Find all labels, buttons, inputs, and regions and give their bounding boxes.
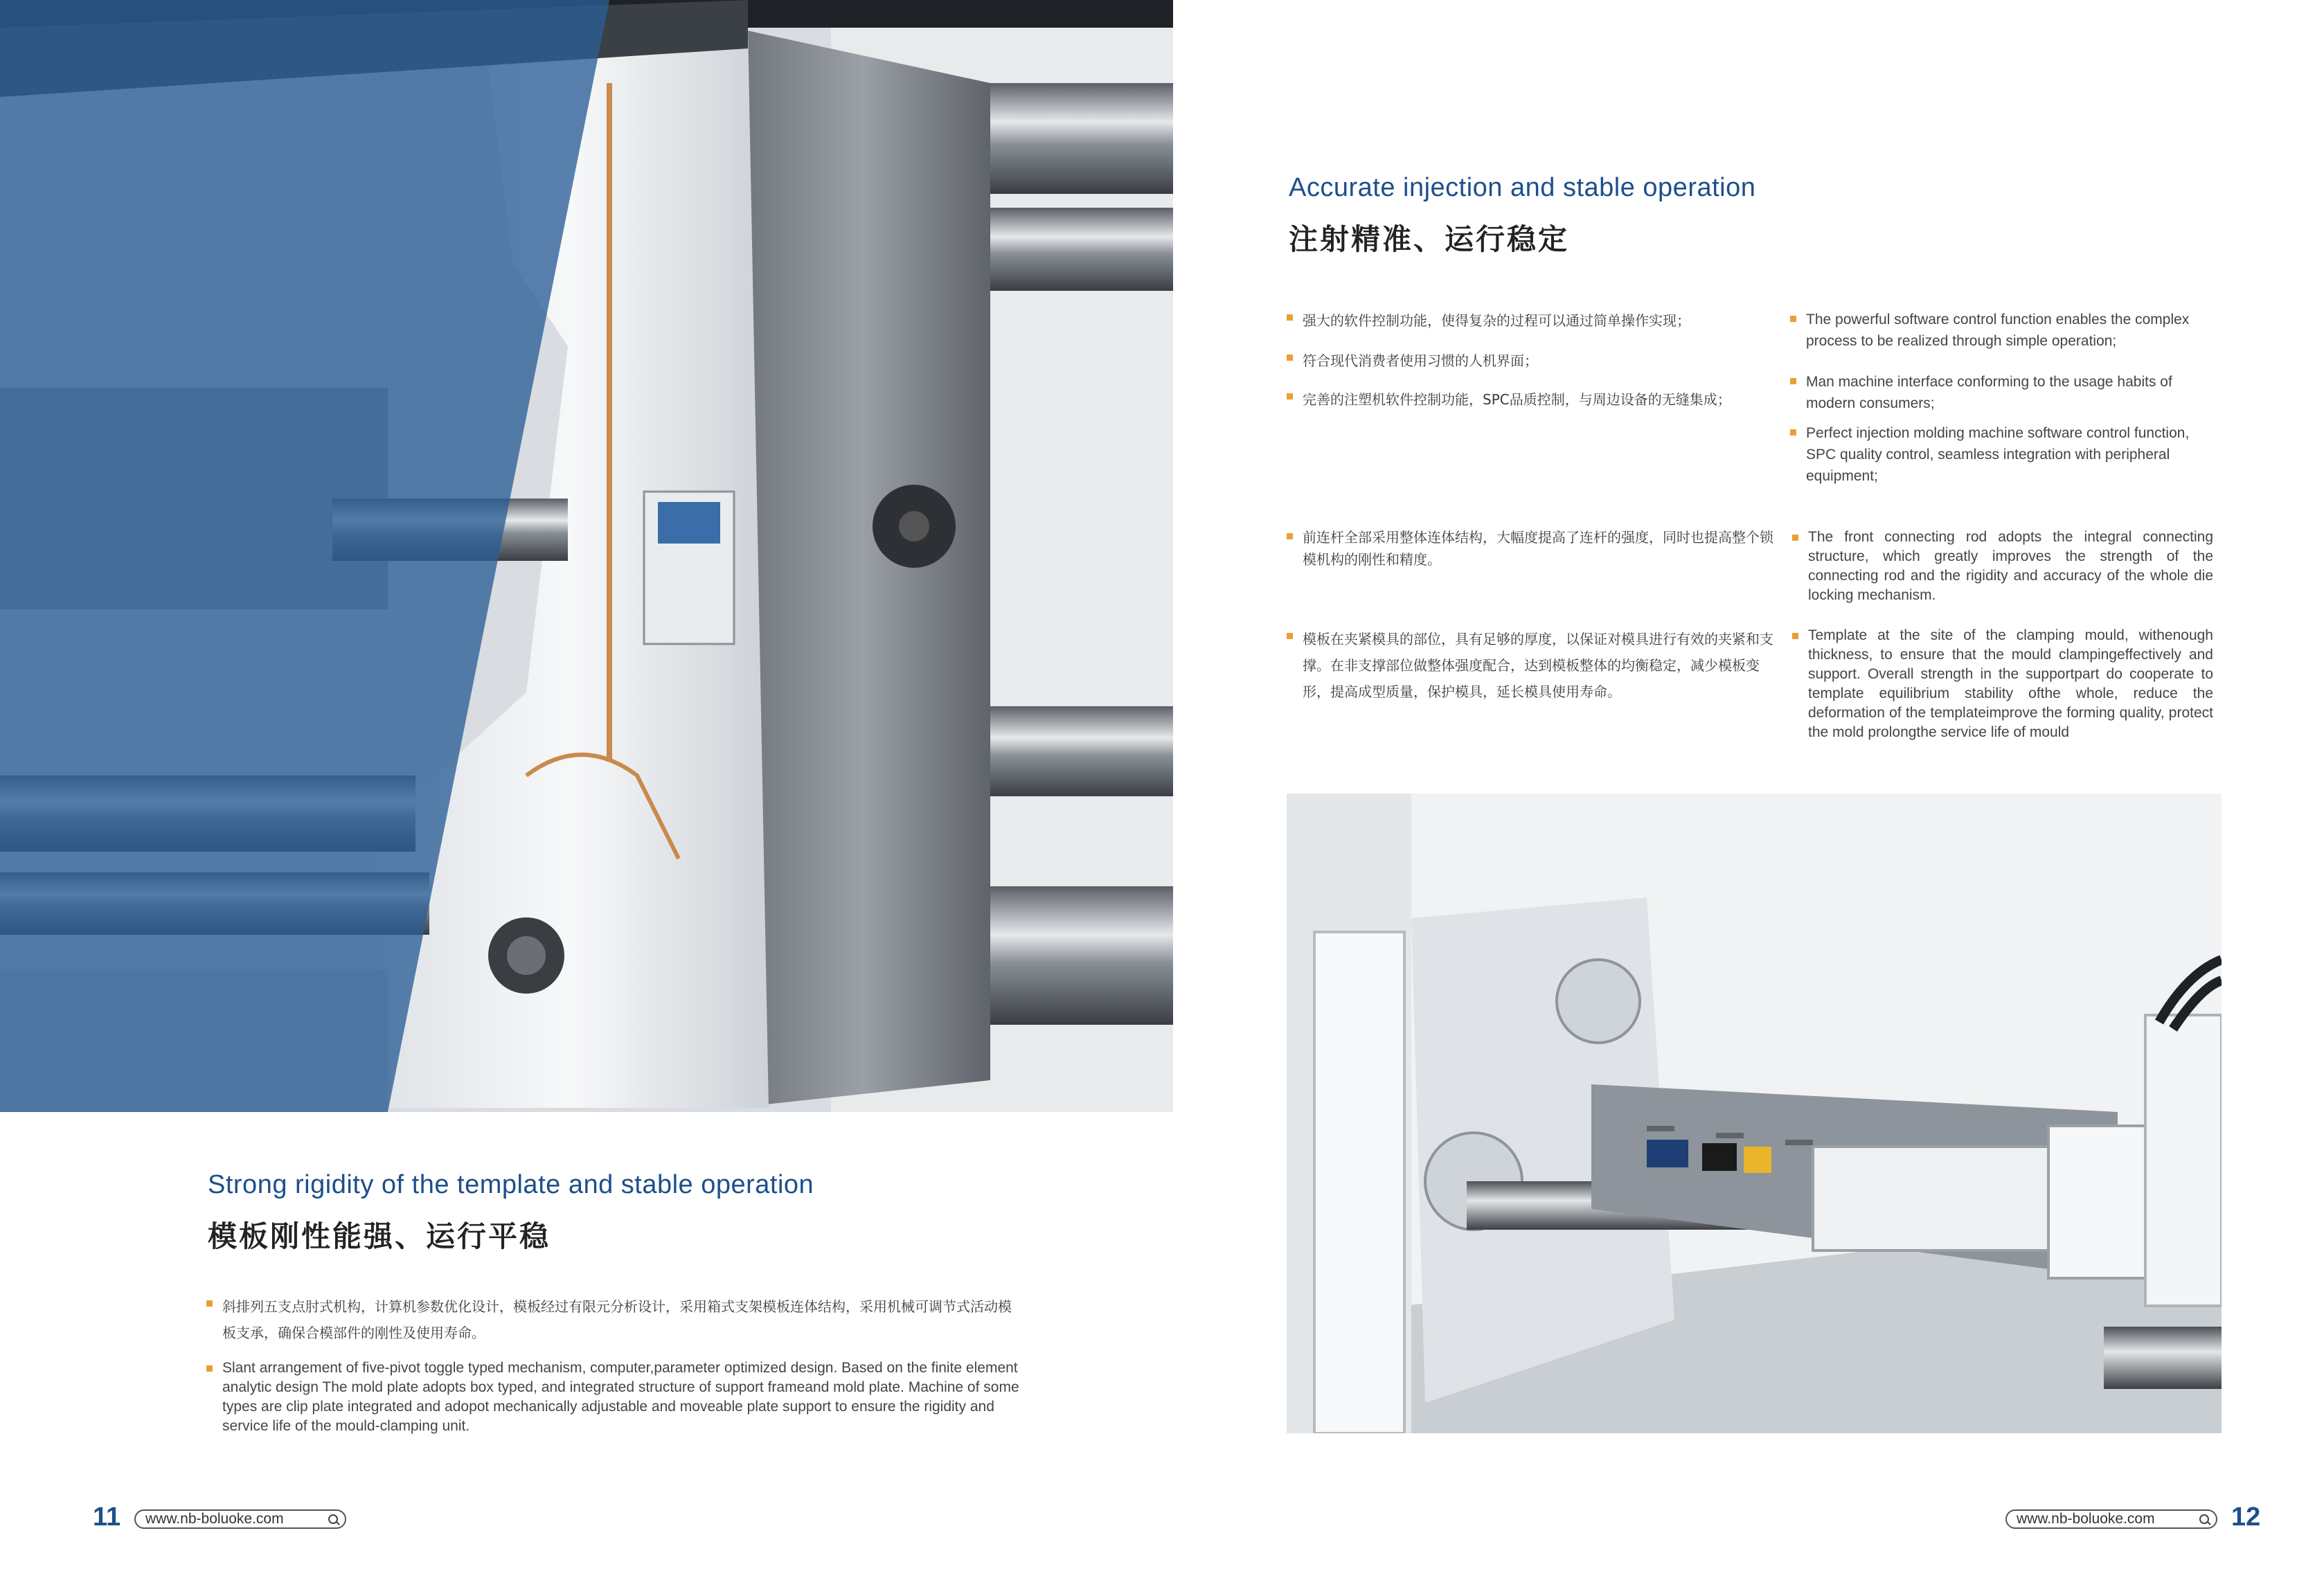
bullet-marker [1287,355,1293,361]
bullet-marker [1287,314,1293,321]
page-number-left: 11 [93,1503,121,1532]
bullet-marker [1790,429,1796,436]
bullet-marker [1287,393,1293,400]
bullet-marker [1790,378,1796,384]
bullet-cn-1: 强大的软件控制功能，使得复杂的过程可以通过简单操作实现； [1287,307,1785,334]
website-link-left[interactable] [134,1509,346,1529]
connecting-rod-en: The front connecting rod adopts the integral connecting structure, which greatly improves the strength of the connecting rod and the rigidity and accuracy of the whole die locking mechanism. [1792,528,2213,605]
machine-photo-right [1287,794,2222,1433]
page-number-right: 12 [2231,1503,2261,1532]
magnifier-icon [2199,1514,2209,1524]
website-url: www.nb-boluoke.com [145,1511,284,1527]
bullet-marker [206,1300,213,1307]
bullet-cn-3: 完善的注塑机软件控制功能，SPC品质控制，与周边设备的无缝集成； [1287,386,1785,413]
magnifier-icon [328,1514,338,1524]
website-url: www.nb-boluoke.com [2017,1511,2155,1527]
connecting-rod-cn: 前连杆全部采用整体连体结构，大幅度提高了连杆的强度，同时也提高整个锁模机构的刚性和精度。 [1287,526,1778,571]
bullet-en-1: The powerful software control function enables the complex process to be realized through simple operation; [1790,309,2219,352]
injection-title-cn: 注射精准、运行稳定 [1289,222,1570,256]
injection-title-en: Accurate injection and stable operation [1289,173,1756,202]
template-bullet-cn: 斜排列五支点肘式机构，计算机参数优化设计，模板经过有限元分析设计，采用箱式支架模板连体结构，采用机械可调节式活动模板支承，确保合模部件的刚性及使用寿命。 [206,1293,1024,1346]
bullet-marker [1792,633,1798,639]
template-cn: 模板在夹紧模具的部位，具有足够的厚度，以保证对模具进行有效的夹紧和支撑。在非支撑部位做整体强度配合，达到模板整体的均衡稳定，减少模板变形，提高成型质量，保护模具，延长模具使用寿命。 [1287,626,1785,705]
machine-photo-left [0,0,1173,1112]
bullet-marker [1792,535,1798,541]
bullet-cn-2: 符合现代消费者使用习惯的人机界面； [1287,348,1785,374]
bullet-en-3: Perfect injection molding machine software control function, SPC quality control, seamless integration with peripheral equipment; [1790,422,2219,487]
bullet-marker [1287,633,1293,639]
website-link-right[interactable] [2005,1509,2217,1529]
bullet-marker [1790,316,1796,322]
template-title-en: Strong rigidity of the template and stable operation [208,1170,814,1199]
bullet-en-2: Man machine interface conforming to the usage habits of modern consumers; [1790,371,2219,414]
template-bullet-en: Slant arrangement of five-pivot toggle typed mechanism, computer,parameter optimized design. Based on the finite element analytic design The mold plate adopts box typed, and integrated structure of support frameand mold plate. Machine of some types are clip plate integrated and adopot mechanically adjustable and moveable plate support to ensure the rigidity and service life of the mould-clamping unit. [206,1359,1024,1436]
template-en: Template at the site of the clamping mould, withenough thickness, to ensure that the mould clampingeffectively and support. Overall strength in the supportpart do cooperate to template equilibrium stability ofthe whole, reduce the deformation of the templateimprove the forming quality, protect the mold prolongthe service life of mould [1792,626,2213,742]
bullet-marker [206,1365,213,1372]
template-title-cn: 模板刚性能强、运行平稳 [208,1219,551,1253]
bullet-marker [1287,533,1293,539]
